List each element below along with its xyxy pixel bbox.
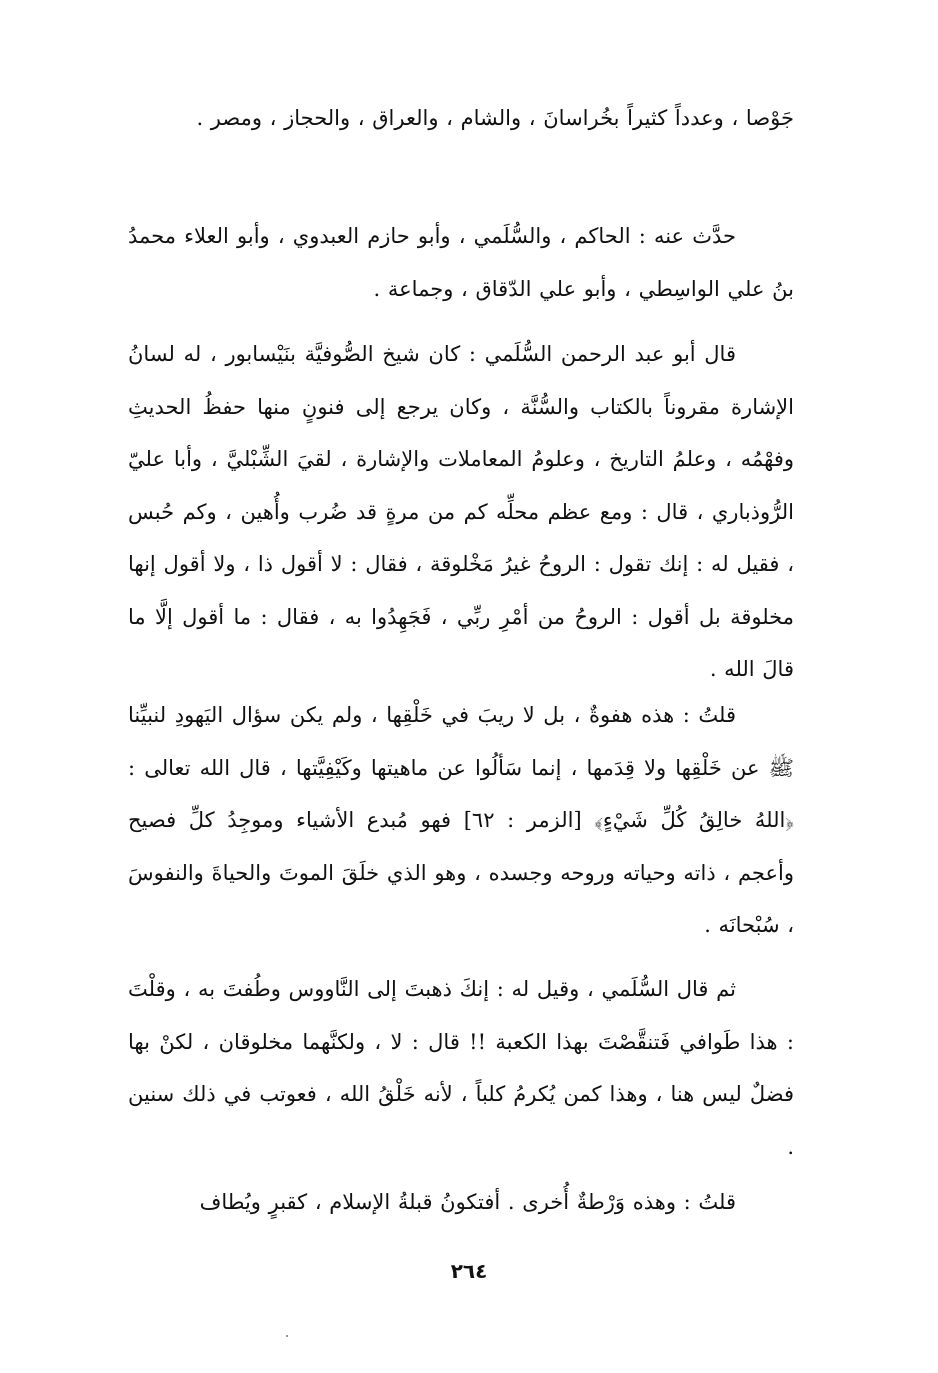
- paragraph-3: قال أبو عبد الرحمن السُّلَمي : كان شيخ الصُّوفيَّة بنَيْسابور ، له لسانُ الإشارة مقروناً بالكتاب والسُّنَّة ، وكان يرجع إلى فنونٍ منها حفظُ الحديثِ وفهْمُه ، وعلمُ التاريخ ، وعلومُ المعاملات والإشارة ، لقيَ الشِّبْليَّ ، وأبا عليّ الرُّوذباري ، قال : ومع عظم محلِّه كم من مرةٍ قد ضُرب وأُهين ، وكم حُبس ، فقيل له : إنك تقول : الروحُ غيرُ مَخْلوقة ، فقال : لا أقول ذا ، ولا أقول إنها مخلوقة بل أقول : الروحُ من أمْرِ ربِّي ، فَجَهِدُوا به ، فقال : ما أقول إلَّا ما قالَ الله .: [128, 342, 794, 681]
- document-page: [128, 92, 794, 1282]
- paragraph-1: جَوْصا ، وعدداً كثيراً بخُراسانَ ، والشام ، والعراق ، والحجاز ، ومصر .: [196, 106, 794, 130]
- paragraph-4: قلتُ : هذه هفوةٌ ، بل لا ريبَ في خَلْقِها ، ولم يكن سؤال اليَهودِ لنبيِّنا ﷺ عن خَلْقِها ولا قِدَمها ، إنما سَألُوا عن ماهيتها وكَيْفِيَّتها ، قال الله تعالى : ﴿اللهُ خالِقُ كُلِّ شَيْءٍ﴾ [الزمر : ٦٢] فهو مُبدع الأشياء وموجِدُ كلِّ فصيح وأعجم ، ذاته وحياته وروحه وجسده ، وهو الذي خلَقَ الموتَ والحياةَ والنفوسَ ، سُبْحانَه .: [128, 703, 794, 937]
- paragraph-2: حدَّث عنه : الحاكم ، والسُّلَمي ، وأبو حازم العبدوي ، وأبو العلاء محمدُ بنُ علي الواسِطي ، وأبو علي الدّقاق ، وجماعة .: [128, 224, 794, 301]
- scan-speck-decoration: [286, 1335, 288, 1337]
- paragraph-6: قلتُ : وهذه وَرْطةٌ أُخرى . أفتكونُ قبلةُ الإسلام ، كقبرٍ ويُطاف: [199, 1190, 736, 1214]
- paragraph-5: ثم قال السُّلَمي ، وقيل له : إنكَ ذهبتَ إلى النَّاووس وطُفتَ به ، وقلْتَ : هذا طَوافي فَتنقَّصْتَ بهذا الكعبة !! قال : لا ، ولكنَّهما مخلوقان ، لكنْ بها فضلٌ ليس هنا ، وهذا كمن يُكرمُ كلباً ، لأنه خَلْقُ الله ، فعوتب في ذلك سنين .: [128, 977, 794, 1159]
- page-number: ٢٦٤: [450, 1259, 488, 1283]
